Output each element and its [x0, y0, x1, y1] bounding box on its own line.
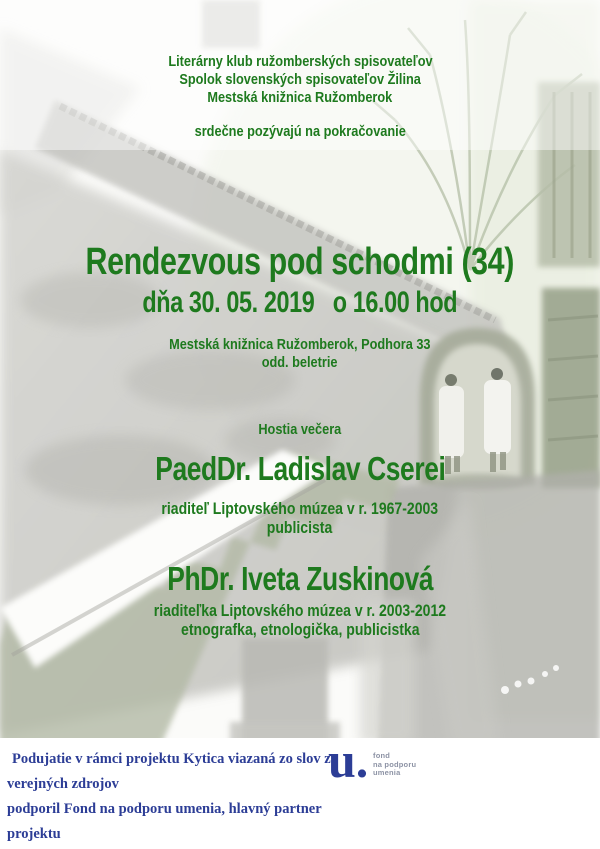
fpu-logo-caption-line: umenia	[373, 768, 401, 777]
guest1-role-line: publicista	[267, 519, 333, 537]
event-title: Rendezvous pod schodmi (34)	[85, 241, 515, 283]
funding-note-line: podporil Fond na podporu umenia, hlavný partner projektu	[7, 801, 322, 842]
invitation-line: srdečne pozývajú na pokračovanie	[194, 123, 406, 140]
guest1-name: PaedDr. Ladislav Cserei	[154, 450, 446, 487]
funding-note-line: Podujatie v rámci projektu Kytica viazaná zo slov z verejných zdrojov	[7, 751, 331, 792]
guest2-name: PhDr. Iveta Zuskinová	[167, 560, 433, 597]
venue-block	[0, 336, 600, 372]
guests-heading: Hostia večera	[258, 421, 342, 438]
department-line: odd. beletrie	[262, 354, 338, 371]
fpu-logo-mark: u.	[328, 732, 369, 788]
fpu-logo-caption-line: fond	[373, 751, 391, 760]
guest2-roles	[0, 602, 600, 640]
organizer-line: Spolok slovenských spisovateľov Žilina	[179, 71, 421, 88]
guest1-roles	[0, 500, 600, 538]
guest2-role-line: etnografka, etnologička, publicistka	[180, 621, 420, 639]
fpu-logo-caption	[373, 752, 416, 778]
organizer-line: Literárny klub ružomberských spisovateľov	[167, 53, 433, 70]
fpu-logo-caption-line: na podporu	[373, 759, 417, 769]
guest2-role-line: riaditeľka Liptovského múzea v r. 2003-2012	[153, 602, 447, 620]
guest1-role-line: riaditeľ Liptovského múzea v r. 1967-2003	[161, 500, 439, 518]
organizer-line: Mestská knižnica Ružomberok	[207, 89, 393, 106]
event-datetime: dňa 30. 05. 2019 o 16.00 hod	[142, 286, 458, 319]
venue-line: Mestská knižnica Ružomberok, Podhora 33	[169, 336, 431, 353]
funding-note	[7, 747, 367, 847]
organizers-block	[0, 53, 600, 107]
